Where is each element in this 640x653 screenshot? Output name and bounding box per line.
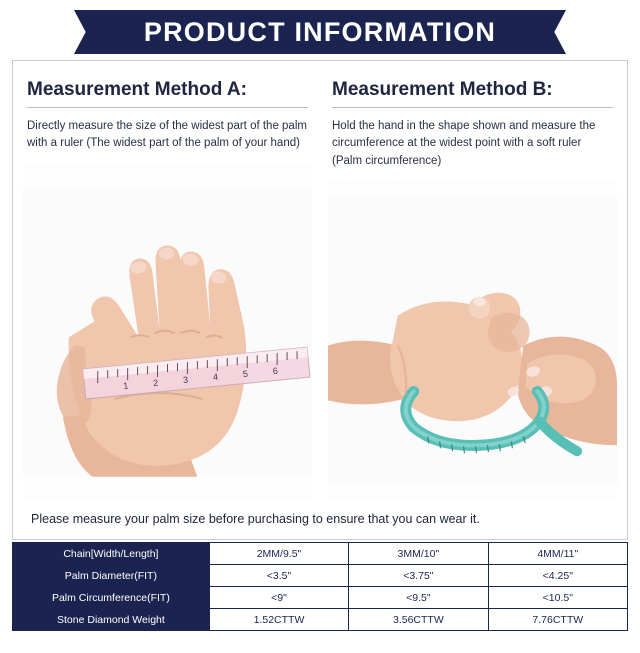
ribbon-tail-left bbox=[74, 10, 100, 54]
table-row bbox=[13, 609, 628, 631]
row-value: 3MM/10" bbox=[349, 543, 488, 565]
divider bbox=[332, 107, 613, 108]
header-banner bbox=[0, 6, 640, 58]
row-label: Stone Diamond Weight bbox=[13, 609, 210, 631]
row-label: Palm Diameter(FIT) bbox=[13, 565, 210, 587]
methods-container bbox=[23, 71, 617, 501]
row-label: Palm Circumference(FIT) bbox=[13, 587, 210, 609]
method-b-description: Hold the hand in the shape shown and measure the circumference at the widest point with a soft ruler (Palm circumference) bbox=[332, 120, 596, 167]
footnote-text: Please measure your palm size before purchasing to ensure that you can wear it. bbox=[31, 512, 480, 526]
divider bbox=[27, 107, 308, 108]
table-row bbox=[13, 543, 628, 565]
hand-with-soft-tape-measure-icon bbox=[328, 180, 617, 501]
row-label: Chain[Width/Length] bbox=[13, 543, 210, 565]
method-b-illustration bbox=[328, 180, 617, 501]
row-value: <3.5" bbox=[209, 565, 348, 587]
banner-bar bbox=[100, 10, 540, 54]
spec-table-wrap bbox=[12, 542, 628, 631]
measurement-card bbox=[12, 60, 628, 540]
row-value: 1.52CTTW bbox=[209, 609, 348, 631]
row-value: 2MM/9.5" bbox=[209, 543, 348, 565]
row-value: 3.56CTTW bbox=[349, 609, 488, 631]
svg-text:1: 1 bbox=[122, 380, 129, 391]
svg-text:3: 3 bbox=[182, 374, 189, 385]
method-b-title: Measurement Method B: bbox=[332, 79, 553, 100]
method-a-title: Measurement Method A: bbox=[27, 79, 247, 100]
svg-text:2: 2 bbox=[152, 377, 159, 388]
ribbon-tail-right bbox=[540, 10, 566, 54]
spec-table bbox=[12, 542, 628, 631]
method-b bbox=[328, 71, 617, 501]
row-value: <9" bbox=[209, 587, 348, 609]
row-value: <3.75" bbox=[349, 565, 488, 587]
row-value: <4.25" bbox=[488, 565, 627, 587]
table-row bbox=[13, 587, 628, 609]
method-a bbox=[23, 71, 312, 501]
row-value: <10.5" bbox=[488, 587, 627, 609]
table-row bbox=[13, 565, 628, 587]
row-value: 4MM/11" bbox=[488, 543, 627, 565]
row-value: <9.5" bbox=[349, 587, 488, 609]
page-title: PRODUCT INFORMATION bbox=[143, 16, 497, 47]
spec-table-body bbox=[13, 543, 628, 631]
svg-text:6: 6 bbox=[272, 365, 279, 376]
row-value: 7.76CTTW bbox=[488, 609, 627, 631]
open-palm-with-ruler-icon bbox=[23, 163, 312, 502]
svg-text:4: 4 bbox=[212, 371, 219, 382]
method-a-description: Directly measure the size of the widest part of the palm with a ruler (The widest part of the palm of your hand) bbox=[27, 120, 307, 150]
method-a-illustration bbox=[23, 163, 312, 502]
svg-text:5: 5 bbox=[242, 368, 249, 379]
